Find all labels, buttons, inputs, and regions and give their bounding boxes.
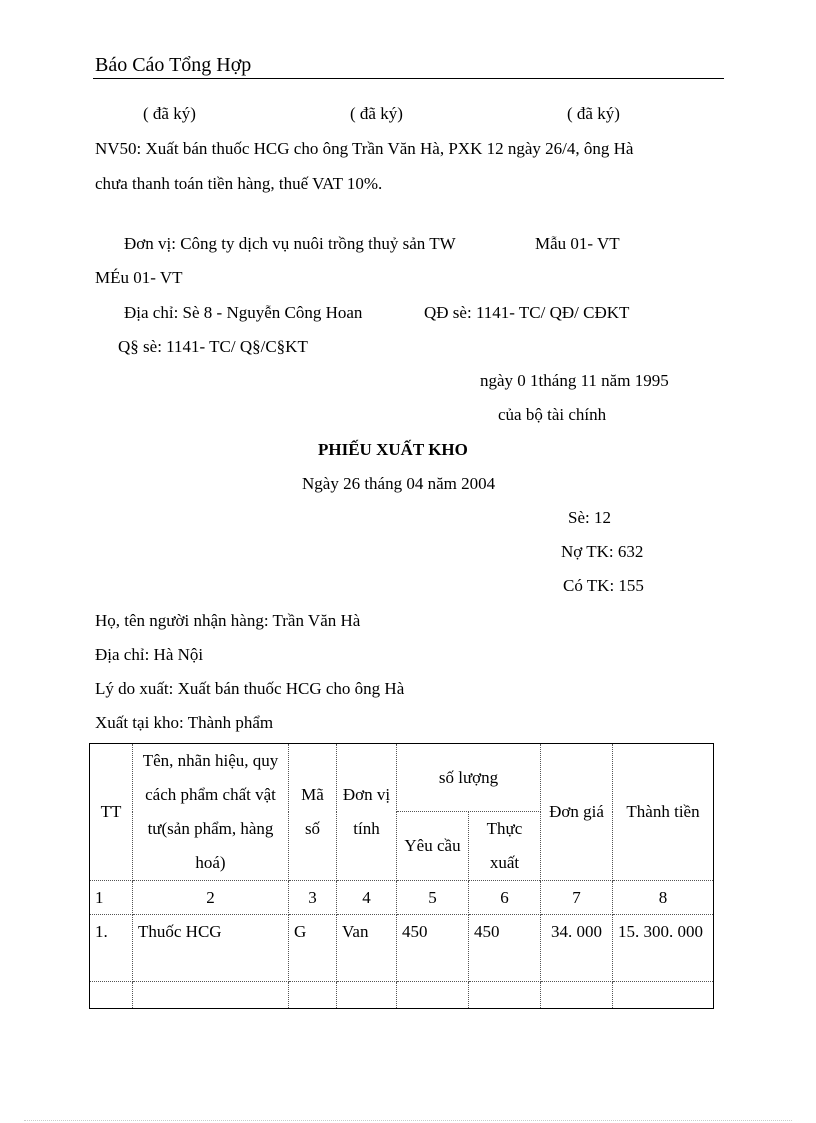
decision-number-garbled: Q§ sè: 1141- TC/ Q§/C§KT	[118, 337, 308, 356]
unit-address: Địa chỉ: Sè 8 - Nguyễn Công Hoan	[124, 303, 363, 322]
form-number-garbled: MÉu 01- VT	[95, 268, 183, 287]
row-tt: 1.	[90, 915, 133, 982]
row-unit: Van	[337, 915, 397, 982]
row-actual: 450	[469, 915, 541, 982]
transaction-line-2: chưa thanh toán tiền hàng, thuế VAT 10%.	[95, 174, 383, 193]
column-number: 4	[337, 881, 397, 915]
header-tt: TT	[90, 744, 133, 881]
column-number: 5	[397, 881, 469, 915]
row-unit-price: 34. 000	[541, 915, 613, 982]
header-actual: Thực xuất	[469, 812, 541, 881]
goods-table	[89, 743, 714, 1009]
recipient-name: Họ, tên người nhận hàng: Trần Văn Hà	[95, 611, 361, 630]
document-title: PHIẾU XUẤT KHO	[318, 440, 468, 459]
column-number: 2	[133, 881, 289, 915]
page-header-title: Báo Cáo Tổng Hợp	[95, 54, 252, 76]
header-requested: Yêu cầu	[397, 812, 469, 881]
column-number: 1	[90, 881, 133, 915]
row-code: G	[289, 915, 337, 982]
header-quantity: số lượng	[397, 744, 541, 812]
unit-name: Đơn vị: Công ty dịch vụ nuôi trồng thuỷ sản TW	[124, 234, 456, 253]
debit-account: Nợ TK: 632	[561, 542, 644, 561]
header-code: Mã số	[289, 744, 337, 881]
column-number: 7	[541, 881, 613, 915]
export-warehouse: Xuất tại kho: Thành phẩm	[95, 713, 274, 732]
form-number: Mẫu 01- VT	[535, 234, 620, 253]
document-date: Ngày 26 tháng 04 năm 2004	[302, 474, 496, 493]
decision-number: QĐ sè: 1141- TC/ QĐ/ CĐKT	[424, 303, 630, 322]
column-number: 6	[469, 881, 541, 915]
signature-1: ( đã ký)	[143, 104, 196, 123]
row-amount: 15. 300. 000	[613, 915, 714, 982]
decision-date: ngày 0 1tháng 11 năm 1995	[480, 371, 669, 390]
document-number: Sè: 12	[568, 508, 611, 527]
signature-3: ( đã ký)	[567, 104, 620, 123]
table-row-empty	[90, 982, 714, 1009]
header-item-name: Tên, nhãn hiệu, quy cách phẩm chất vật tư(sản phẩm, hàng hoá)	[133, 744, 289, 881]
signature-2: ( đã ký)	[350, 104, 403, 123]
header-divider	[93, 78, 724, 79]
page-bottom-divider	[24, 1120, 792, 1121]
decision-issuer: của bộ tài chính	[498, 405, 607, 424]
header-unit: Đơn vị tính	[337, 744, 397, 881]
recipient-address: Địa chỉ: Hà Nội	[95, 645, 204, 664]
export-reason: Lý do xuất: Xuất bán thuốc HCG cho ông Hà	[95, 679, 405, 698]
header-amount: Thành tiền	[613, 744, 714, 881]
transaction-line-1: NV50: Xuất bán thuốc HCG cho ông Trần Văn Hà, PXK 12 ngày 26/4, ông Hà	[95, 139, 634, 158]
header-unit-price: Đơn giá	[541, 744, 613, 881]
row-requested: 450	[397, 915, 469, 982]
table-row	[90, 915, 714, 982]
column-number: 3	[289, 881, 337, 915]
credit-account: Có TK: 155	[563, 576, 644, 595]
column-number: 8	[613, 881, 714, 915]
row-item-name: Thuốc HCG	[133, 915, 289, 982]
